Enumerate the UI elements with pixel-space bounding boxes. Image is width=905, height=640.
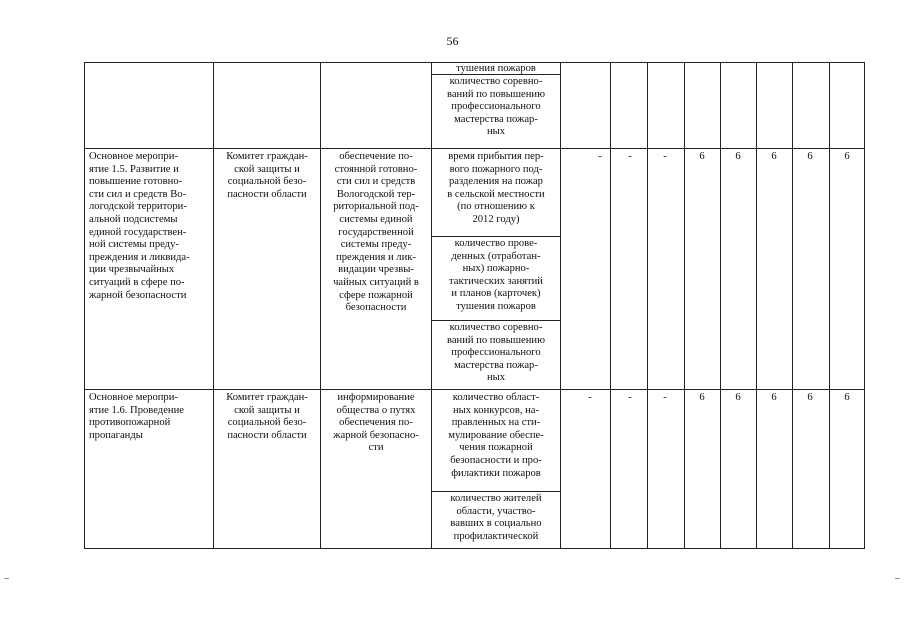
value-1-6-y7: 6 (807, 392, 813, 403)
value-1-5-y8: 6 (844, 151, 850, 162)
executor-1-6: Комитет граждан- ской защиты и социальной безо- пасности области (226, 392, 308, 441)
executor-1-5: Комитет граждан- ской защиты и социальной безо- пасности области (226, 151, 308, 200)
measure-1-5: Основное меропри- ятие 1.5. Развитие и повышение готовно- сти сил и средств Во- логодской территори- альной подсистемы единой государствен- ной системы преду- преждения и ликвида- ции чрезвычайных ситуаций в сфере по- жарной безопасности (89, 151, 190, 301)
indicator-1-6-b: количество жителей области, участво- вавших в социально профилактической (450, 493, 542, 542)
value-1-6-y1: - (588, 392, 592, 403)
value-1-5-y7: 6 (807, 151, 813, 162)
carry-over-indicator-2: количество соревно- ваний по повышению профессионального мастерства пожар- ных (446, 76, 546, 138)
goal-1-6: информирование общества о путях обеспечения по- жарной безопасно- сти (333, 392, 419, 454)
value-1-5-y3: - (663, 151, 667, 162)
measure-1-6: Основное меропри- ятие 1.6. Проведение противопожарной пропаганды (89, 392, 184, 441)
scan-mark-right (895, 578, 900, 579)
value-1-5-y2: - (628, 151, 632, 162)
value-1-5-y1: - (598, 151, 602, 162)
value-1-6-y4: 6 (699, 392, 705, 403)
value-1-5-y4: 6 (699, 151, 705, 162)
value-1-6-y5: 6 (735, 392, 741, 403)
value-1-6-y6: 6 (771, 392, 777, 403)
indicator-1-5-b: количество прове- денных (отработан- ных) пожарно- тактических занятий и планов (карточек) тушения пожаров (449, 238, 543, 312)
indicator-1-5-a: время прибытия пер- вого пожарного под- разделения на пожар в сельской местности (по отношению к 2012 году) (447, 151, 545, 225)
value-1-6-y8: 6 (844, 392, 850, 403)
value-1-6-y2: - (628, 392, 632, 403)
value-1-5-y5: 6 (735, 151, 741, 162)
carry-over-indicator-1: тушения пожаров (456, 63, 536, 74)
indicator-1-5-c: количество соревно- ваний по повышению профессионального мастерства пожар- ных (446, 322, 546, 384)
goal-1-5: обеспечение по- стоянной готовно- сти сил и средств Вологодской тер- риториальной под- системы единой государственной системы преду- преждения и лик- видации чрезвы- чайных ситуаций в сфере пожарной безопасности (333, 151, 419, 314)
page-number: 56 (446, 34, 459, 48)
value-1-6-y3: - (663, 392, 667, 403)
scan-mark-left (4, 578, 9, 579)
value-1-5-y6: 6 (771, 151, 777, 162)
indicator-1-6-a: количество област- ных конкурсов, на- правленных на сти- мулирование обеспе- чения пожарной безопасности и про- филактики пожаров (448, 392, 544, 479)
